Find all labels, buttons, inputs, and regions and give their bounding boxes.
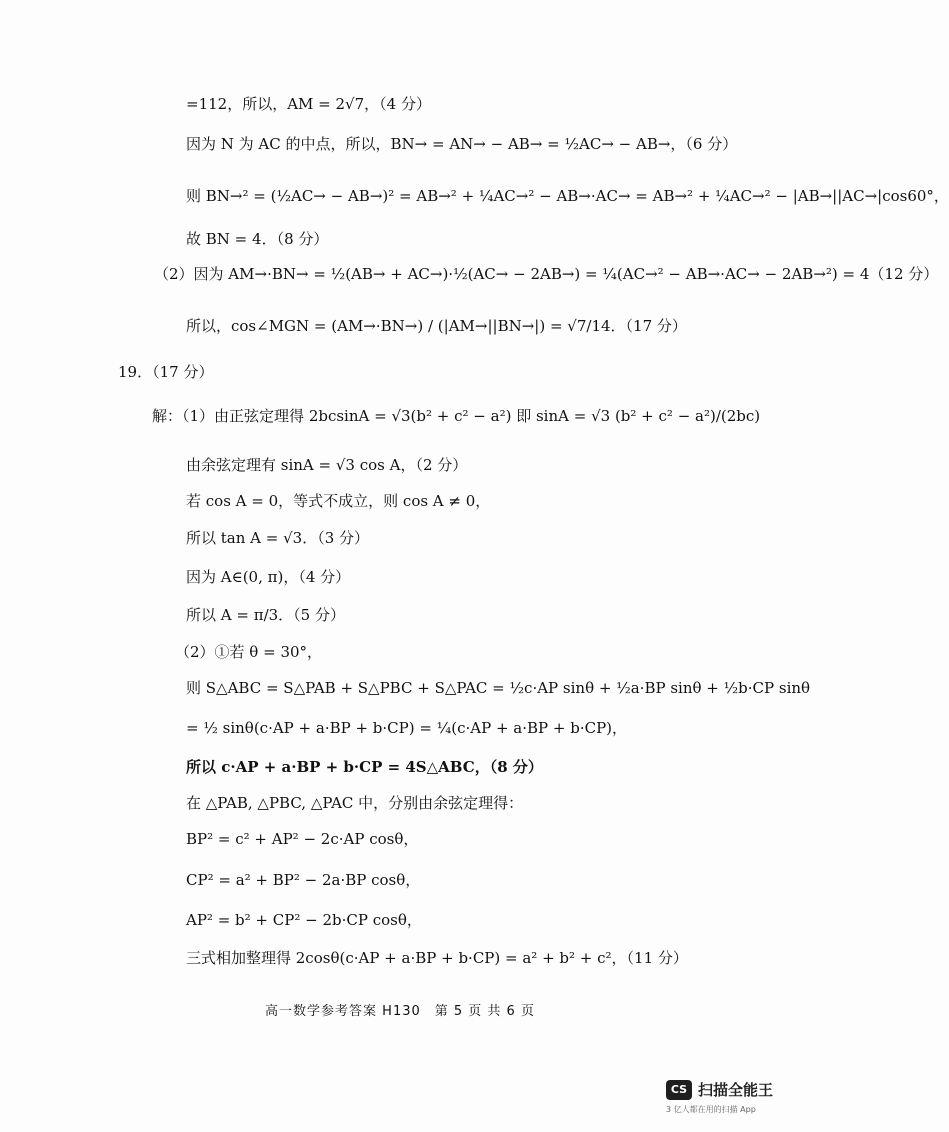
answer-line: 因为 N 为 AC 的中点，所以，BN→ = AN→ − AB→ = ½AC→ − AB→，（6 分） bbox=[186, 135, 738, 153]
solution-line: 则 S△ABC = S△PAB + S△PBC + S△PAC = ½c·AP sinθ + ½a·BP sinθ + ½b·CP sinθ bbox=[186, 679, 811, 697]
answer-line: =112，所以，AM = 2√7，（4 分） bbox=[186, 95, 431, 113]
answer-line: （2）因为 AM→·BN→ = ½(AB→ + AC→)·½(AC→ − 2AB→) = ¼(AC→² − AB→·AC→ − 2AB→²) = 4（12 分） bbox=[154, 265, 939, 283]
equation-line: BP² = c² + AP² − 2c·AP cosθ， bbox=[186, 830, 419, 848]
answer-line: 则 BN→² = (½AC→ − AB→)² = AB→² + ¼AC→² − AB→·AC→ = AB→² + ¼AC→² − |AB→||AC→|cos60°， bbox=[186, 187, 949, 205]
solution-line: 若 cos A = 0，等式不成立，则 cos A ≠ 0， bbox=[186, 492, 491, 510]
equation-line: CP² = a² + BP² − 2a·BP cosθ， bbox=[186, 871, 421, 889]
solution-line: 所以 c·AP + a·BP + b·CP = 4S△ABC，（8 分） bbox=[186, 758, 543, 776]
watermark-subtitle: 3 亿人都在用的扫描 App bbox=[666, 1105, 756, 1114]
solution-line: 所以 tan A = √3．（3 分） bbox=[186, 529, 370, 547]
solution-line: 因为 A∈(0, π)，（4 分） bbox=[186, 568, 351, 586]
solution-line: 所以 A = π/3．（5 分） bbox=[186, 606, 345, 624]
answer-line: 所以，cos∠MGN = (AM→·BN→) / (|AM→||BN→|) = √7/14．（17 分） bbox=[186, 317, 687, 335]
solution-line: 三式相加整理得 2cosθ(c·AP + a·BP + b·CP) = a² + b² + c²，（11 分） bbox=[186, 949, 688, 967]
solution-line: （2）①若 θ = 30°， bbox=[175, 643, 323, 661]
scanner-watermark bbox=[666, 1078, 786, 1120]
solution-line: 在 △PAB, △PBC, △PAC 中，分别由余弦定理得： bbox=[186, 794, 524, 812]
equation-line: AP² = b² + CP² − 2b·CP cosθ， bbox=[186, 911, 422, 929]
solution-line: = ½ sinθ(c·AP + a·BP + b·CP) = ¼(c·AP + a·BP + b·CP)， bbox=[186, 719, 628, 737]
watermark-title: 扫描全能王 bbox=[698, 1081, 774, 1099]
answer-line: 故 BN = 4．（8 分） bbox=[186, 230, 329, 248]
page-footer: 高一数学参考答案 H130 第 5 页 共 6 页 bbox=[265, 1004, 535, 1019]
solution-line: 由余弦定理有 sinA = √3 cos A，（2 分） bbox=[186, 456, 468, 474]
camscanner-logo-icon: CS bbox=[666, 1080, 692, 1100]
solution-line: 解：（1）由正弦定理得 2bcsinA = √3(b² + c² − a²) 即 sinA = √3 (b² + c² − a²)/(2bc) bbox=[152, 407, 761, 425]
question-number: 19．（17 分） bbox=[118, 363, 214, 381]
